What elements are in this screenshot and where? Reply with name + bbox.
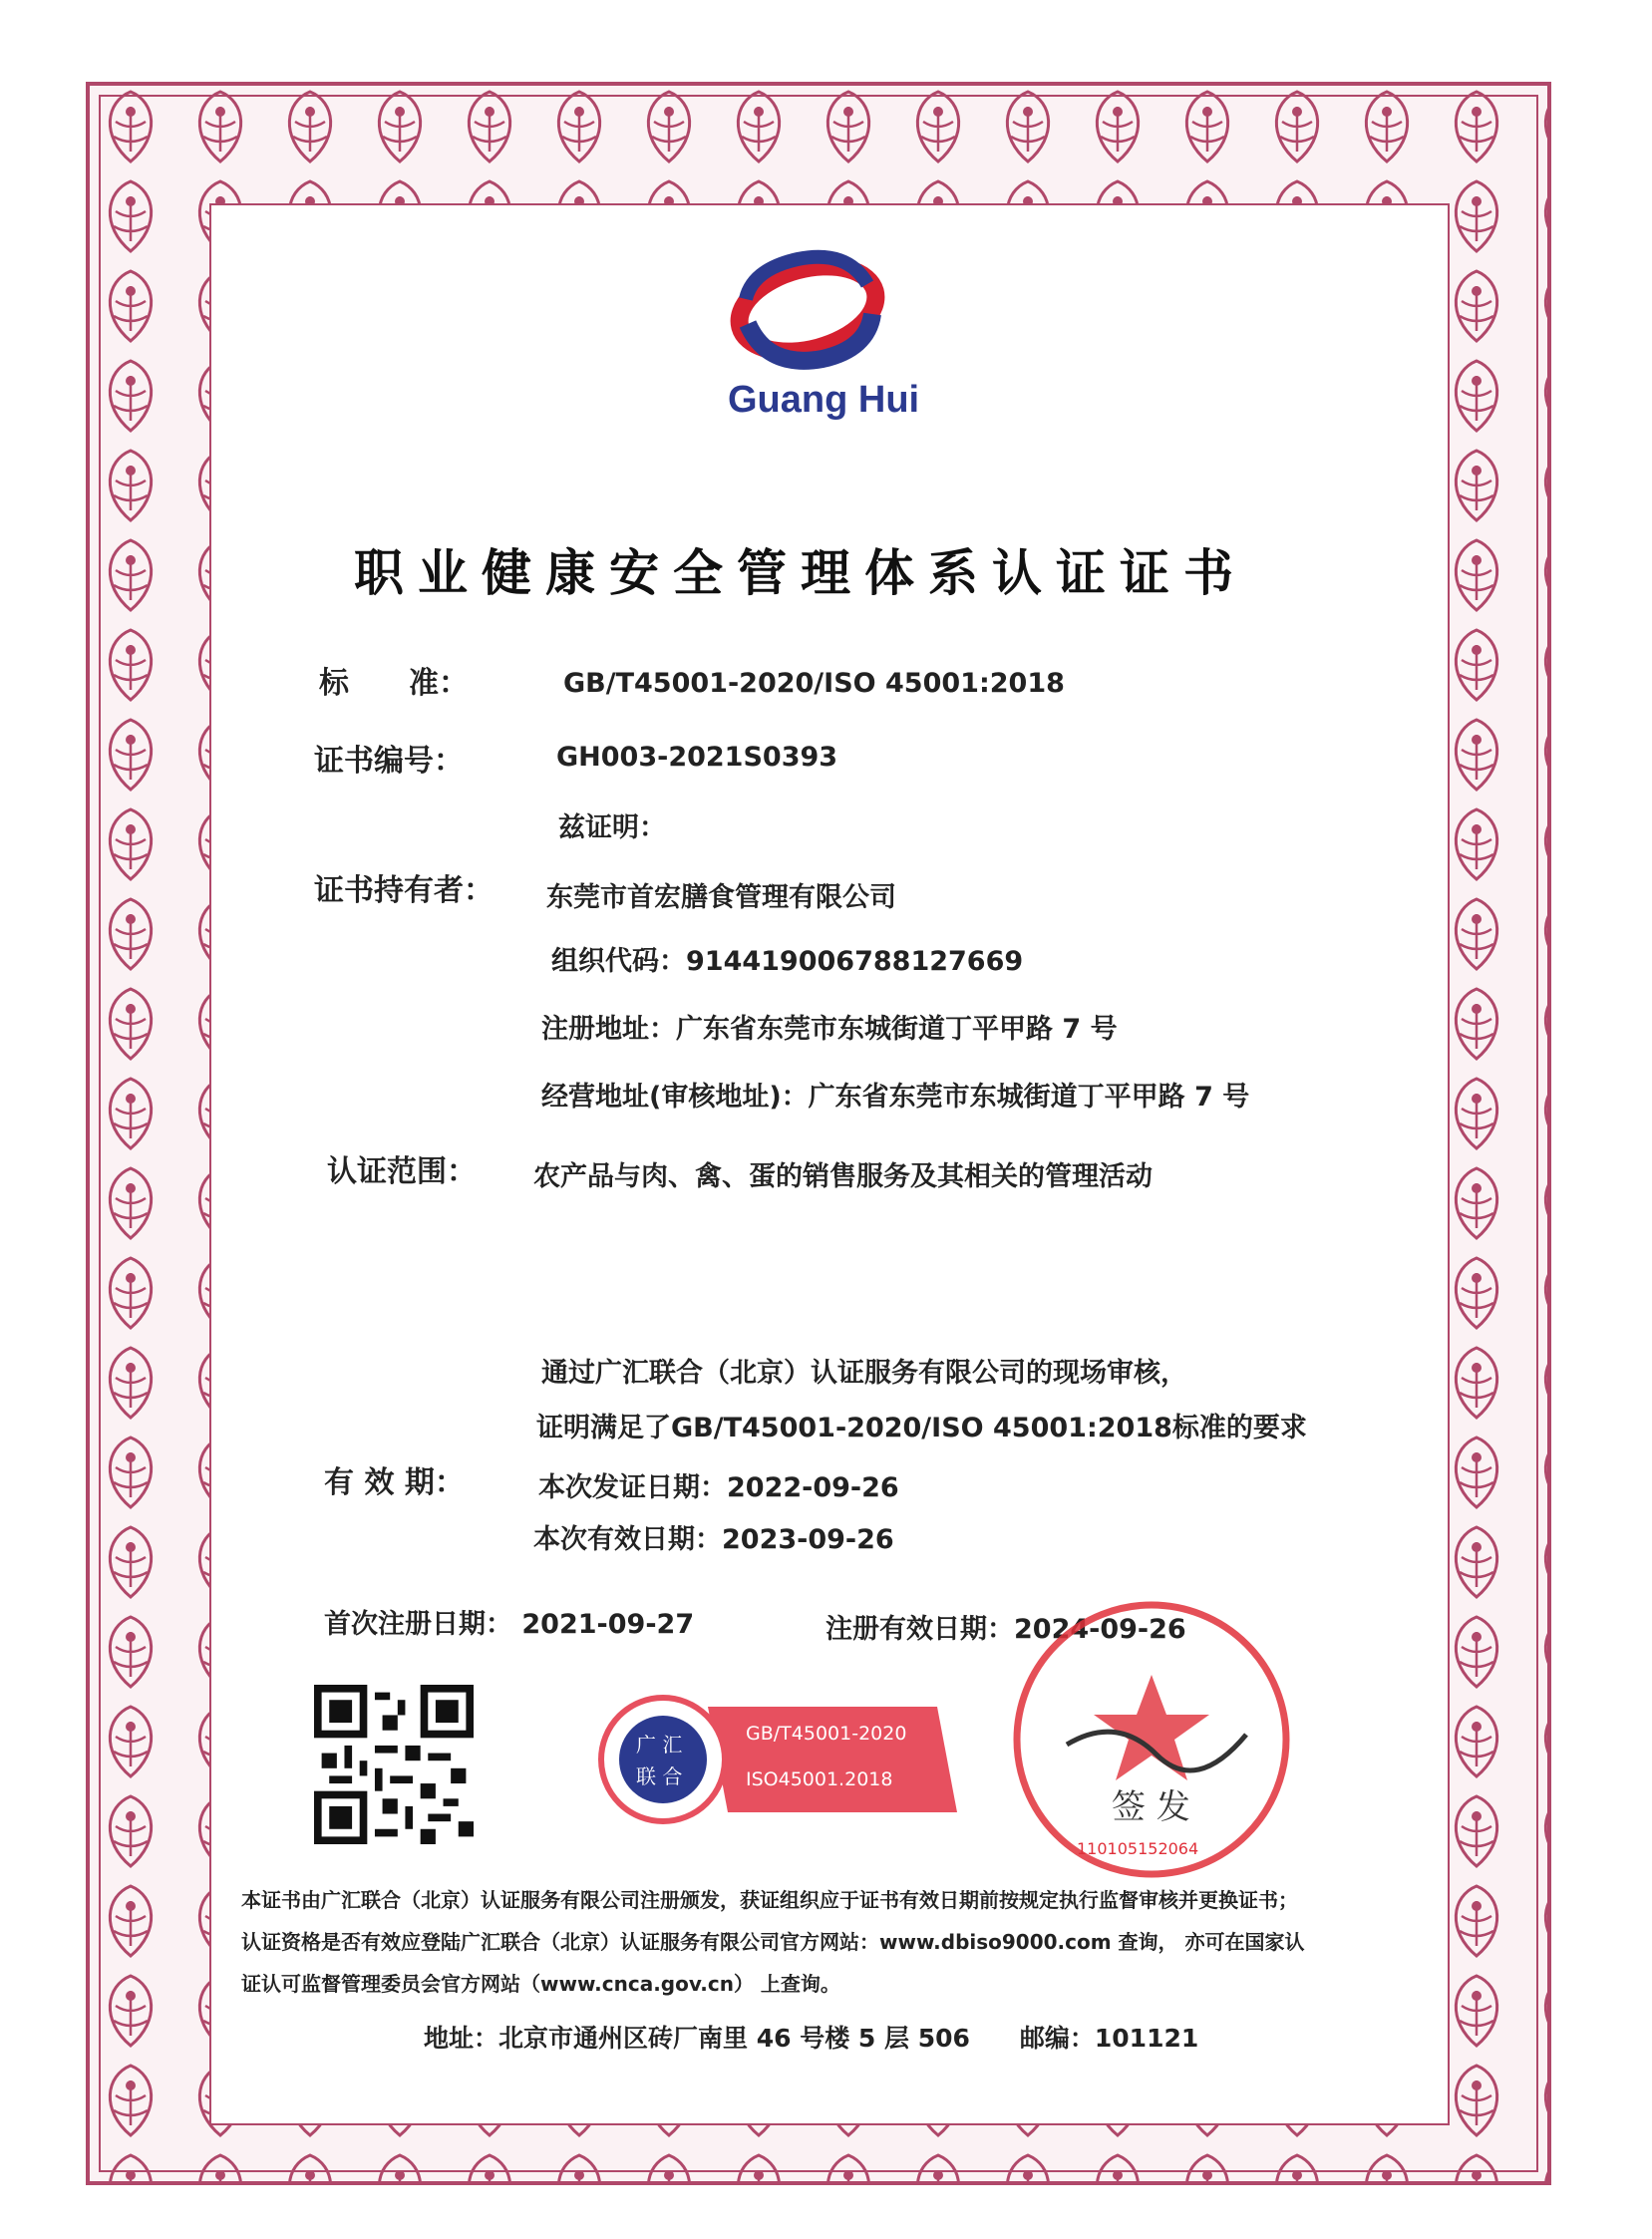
accreditation-badge [598,1695,957,1824]
statement-line-2: 证明满足了GB/T45001-2020/ISO 45001:2018标准的要求 [536,1413,1307,1443]
note-line-1: 本证书由广汇联合（北京）认证服务有限公司注册颁发，获证组织应于证书有效日期前按规定执行监督审核并更换证书； [241,1888,1298,1912]
seal-sign-text: 签 发 [1112,1787,1190,1827]
company-seal [1007,1595,1296,1884]
first-registration-date: 首次注册日期： 2021-09-27 [324,1609,695,1640]
validity-label: 有 效 期： [324,1465,465,1500]
badge-circle-top: 广 汇 [636,1733,683,1757]
seal-number: 110105152064 [1077,1839,1199,1858]
badge-circle-bottom: 联 合 [636,1764,683,1788]
standard-label: 标 准： [319,666,469,701]
qr-code-icon [314,1685,474,1844]
certificate-title: 职业健康安全管理体系认证证书 [354,544,1247,602]
guang-hui-logo-icon [728,244,887,374]
cert-number-label: 证书编号： [314,744,464,779]
scope-value: 农产品与肉、禽、蛋的销售服务及其相关的管理活动 [533,1161,1153,1192]
scope-label: 认证范围： [327,1154,477,1189]
expire-date: 本次有效日期：2023-09-26 [533,1524,894,1555]
attest-text: 兹证明： [558,812,666,843]
issuer-address: 地址：北京市通州区砖厂南里 46 号楼 5 层 506 邮编：101121 [424,2024,1199,2053]
logo-text: Guang Hui [728,379,920,421]
badge-standard-2: ISO45001.2018 [746,1768,893,1790]
statement-line-1: 通过广汇联合（北京）认证服务有限公司的现场审核， [541,1358,1187,1389]
registration-valid-date: 注册有效日期：2024-09-26 [826,1614,1186,1645]
holder-name: 东莞市首宏膳食管理有限公司 [546,882,896,913]
note-line-3: 证认可监督管理委员会官方网站（www.cnca.gov.cn） 上查询。 [241,1972,840,1996]
issue-date: 本次发证日期：2022-09-26 [538,1472,899,1503]
cert-number-value: GH003-2021S0393 [556,742,838,773]
note-line-2: 认证资格是否有效应登陆广汇联合（北京）认证服务有限公司官方网站：www.dbiso9000.com 查询， 亦可在国家认 [241,1930,1305,1954]
badge-standard-1: GB/T45001-2020 [746,1723,907,1745]
registered-address: 注册地址：广东省东莞市东城街道丁平甲路 7 号 [541,1014,1118,1045]
operating-address: 经营地址(审核地址)：广东省东莞市东城街道丁平甲路 7 号 [541,1082,1250,1113]
holder-label: 证书持有者： [314,873,494,908]
standard-value: GB/T45001-2020/ISO 45001:2018 [563,668,1065,699]
org-code: 组织代码：914419006788127669 [551,946,1024,977]
